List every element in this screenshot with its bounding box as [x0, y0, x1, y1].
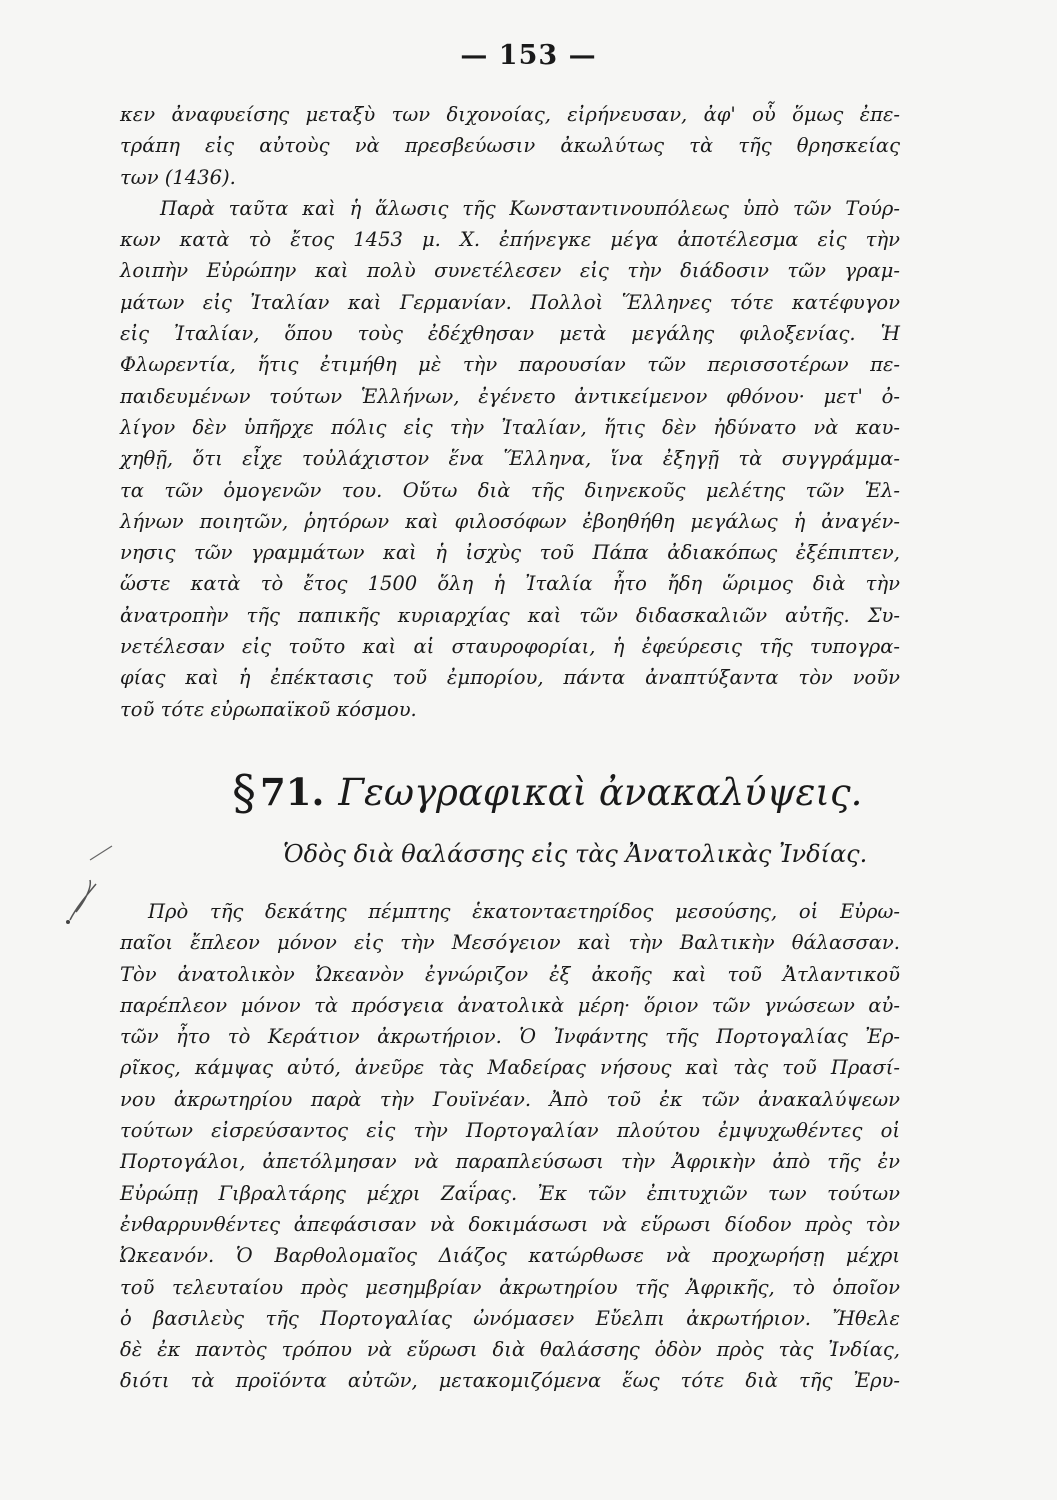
text-line: λοιπὴν Εὐρώπην καὶ πολὺ συνετέλεσεν εἰς τὴν διάδοσιν τῶν γραμ- — [120, 259, 900, 283]
section-sign: § — [232, 765, 256, 821]
text-line: νησις τῶν γραμμάτων καὶ ἡ ἰσχὺς τοῦ Πάπα ἀδιακόπως ἐξέπιπτεν, — [120, 541, 900, 565]
text-line: δὲ ἐκ παντὸς τρόπου νὰ εὕρωσι διὰ θαλάσσης ὁδὸν πρὸς τὰς Ἰνδίας, — [120, 1338, 900, 1362]
text-line: τα τῶν ὁμογενῶν του. Οὕτω διὰ τῆς διηνεκοῦς μελέτης τῶν Ἑλ- — [120, 478, 900, 502]
text-line: τῶν ἦτο τὸ Κεράτιον ἀκρωτήριον. Ὁ Ἰνφάντης τῆς Πορτογαλίας Ἐρ- — [120, 1025, 900, 1049]
text-line: παῖοι ἔπλεον μόνον εἰς τὴν Μεσόγειον καὶ τὴν Βαλτικὴν θάλασσαν. — [120, 931, 900, 955]
text-line: παρέπλεον μόνον τὰ πρόσγεια ἀνατολικὰ μέρη· ὅριον τῶν γνώσεων αὐ- — [120, 993, 900, 1017]
text-line: Εὐρώπῃ Γιβραλτάρης μέχρι Ζαΐρας. Ἐκ τῶν ἐπιτυχιῶν των τούτων — [120, 1181, 900, 1205]
text-line: κεν ἀναφυείσης μεταξὺ των διχονοίας, εἰρήνευσαν, ἀφ' οὗ ὅμως ἐπε- — [120, 103, 900, 126]
text-line: Πρὸ τῆς δεκάτης πέμπτης ἑκατονταετηρίδος μεσούσης, οἱ Εὐρω- — [148, 900, 900, 923]
page-number: — 153 — — [460, 40, 597, 71]
margin-tick-mark-icon — [88, 840, 116, 864]
text-line: ὁ βασιλεὺς τῆς Πορτογαλίας ὠνόμασεν Εὔελπι ἀκρωτήριον. Ἤθελε — [120, 1306, 900, 1330]
body-text-bottom — [120, 896, 900, 1397]
text-line: ρῖκος, κάμψας αὐτό, ἀνεῦρε τὰς Μαδείρας νήσους καὶ τὰς τοῦ Πρασί- — [120, 1056, 900, 1080]
text-line: κων κατὰ τὸ ἔτος 1453 μ. Χ. ἐπήνεγκε μέγα ἀποτέλεσμα εἰς τὴν — [120, 228, 900, 252]
text-line: τούτων εἰσρεύσαντος εἰς τὴν Πορτογαλίαν πλούτου ἐμψυχωθέντες οἱ — [120, 1119, 900, 1143]
text-line: μάτων εἰς Ἰταλίαν καὶ Γερμανίαν. Πολλοὶ Ἕλληνες τότε κατέφυγον — [120, 290, 900, 314]
text-line: ἐνθαρρυνθέντες ἀπεφάσισαν νὰ δοκιμάσωσι νὰ εὕρωσι δίοδον πρὸς τὸν — [120, 1212, 900, 1236]
text-line: λίγον δὲν ὑπῆρχε πόλις εἰς τὴν Ἰταλίαν, ἥτις δὲν ἠδύνατο νὰ καυ- — [120, 415, 900, 439]
text-line: χηθῇ, ὅτι εἶχε τοὐλάχιστον ἕνα Ἕλληνα, ἵνα ἐξηγῇ τὰ συγγράμμα- — [120, 447, 900, 471]
text-line: τοῦ τελευταίου πρὸς μεσημβρίαν ἀκρωτηρίου τῆς Ἀφρικῆς, τὸ ὁποῖον — [120, 1275, 900, 1299]
text-line: Τὸν ἀνατολικὸν Ὠκεανὸν ἐγνώριζον ἐξ ἀκοῆς καὶ τοῦ Ἀτλαντικοῦ — [120, 962, 900, 986]
text-line: εἰς Ἰταλίαν, ὅπου τοὺς ἐδέχθησαν μετὰ μεγάλης φιλοξενίας. Ἡ — [120, 322, 900, 346]
text-line: λήνων ποιητῶν, ῥητόρων καὶ φιλοσόφων ἐβοηθήθη μεγάλως ἡ ἀναγέν- — [120, 509, 900, 533]
text-line: Ὠκεανόν. Ὁ Βαρθολομαῖος Διάζος κατώρθωσε νὰ προχωρήσῃ μέχρι — [120, 1244, 900, 1268]
text-line: Παρὰ ταῦτα καὶ ἡ ἅλωσις τῆς Κωνσταντινουπόλεως ὑπὸ τῶν Τούρ- — [160, 196, 900, 220]
text-line: τοῦ τότε εὐρωπαϊκοῦ κόσμου. — [120, 697, 417, 721]
text-line: διότι τὰ προϊόντα αὐτῶν, μετακομιζόμενα ἕως τότε διὰ τῆς Ἐρυ- — [120, 1369, 900, 1393]
text-line: ὥστε κατὰ τὸ ἔτος 1500 ὅλη ἡ Ἰταλία ἦτο ἤδη ὥριμος διὰ τὴν — [120, 572, 900, 596]
margin-pencil-mark-icon — [62, 868, 122, 928]
text-line: Πορτογάλοι, ἀπετόλμησαν νὰ παραπλεύσωσι τὴν Ἀφρικὴν ἀπὸ τῆς ἐν — [120, 1150, 900, 1174]
section-number: 71. — [260, 770, 325, 814]
body-text-top — [120, 99, 900, 725]
text-line: νου ἀκρωτηρίου παρὰ τὴν Γουϊνέαν. Ἀπὸ τοῦ ἐκ τῶν ἀνακαλύψεων — [120, 1087, 900, 1111]
text-line: φίας καὶ ἡ ἐπέκτασις τοῦ ἐμπορίου, πάντα ἀναπτύξαντα τὸν νοῦν — [120, 666, 900, 690]
section-title: Γεωγραφικαὶ ἀνακαλύψεις. — [338, 771, 863, 814]
section-heading — [232, 765, 863, 821]
text-line: τράπη εἰς αὐτοὺς νὰ πρεσβεύωσιν ἀκωλύτως τὰ τῆς θρησκείας — [120, 134, 900, 158]
text-line: των (1436). — [120, 165, 236, 189]
text-line: Φλωρεντία, ἥτις ἐτιμήθη μὲ τὴν παρουσίαν τῶν περισσοτέρων πε- — [120, 353, 900, 377]
section-subheading: Ὁδὸς διὰ θαλάσσης εἰς τὰς Ἀνατολικὰς Ἰνδίας. — [283, 840, 868, 868]
text-line: παιδευμένων τούτων Ἑλλήνων, ἐγένετο ἀντικείμενον φθόνου· μετ' ὀ- — [120, 384, 900, 408]
text-line: νετέλεσαν εἰς τοῦτο καὶ αἱ σταυροφορίαι, ἡ ἐφεύρεσις τῆς τυπογρα- — [120, 635, 900, 659]
text-line: ἀνατροπὴν τῆς παπικῆς κυριαρχίας καὶ τῶν διδασκαλιῶν αὐτῆς. Συ- — [120, 603, 900, 627]
